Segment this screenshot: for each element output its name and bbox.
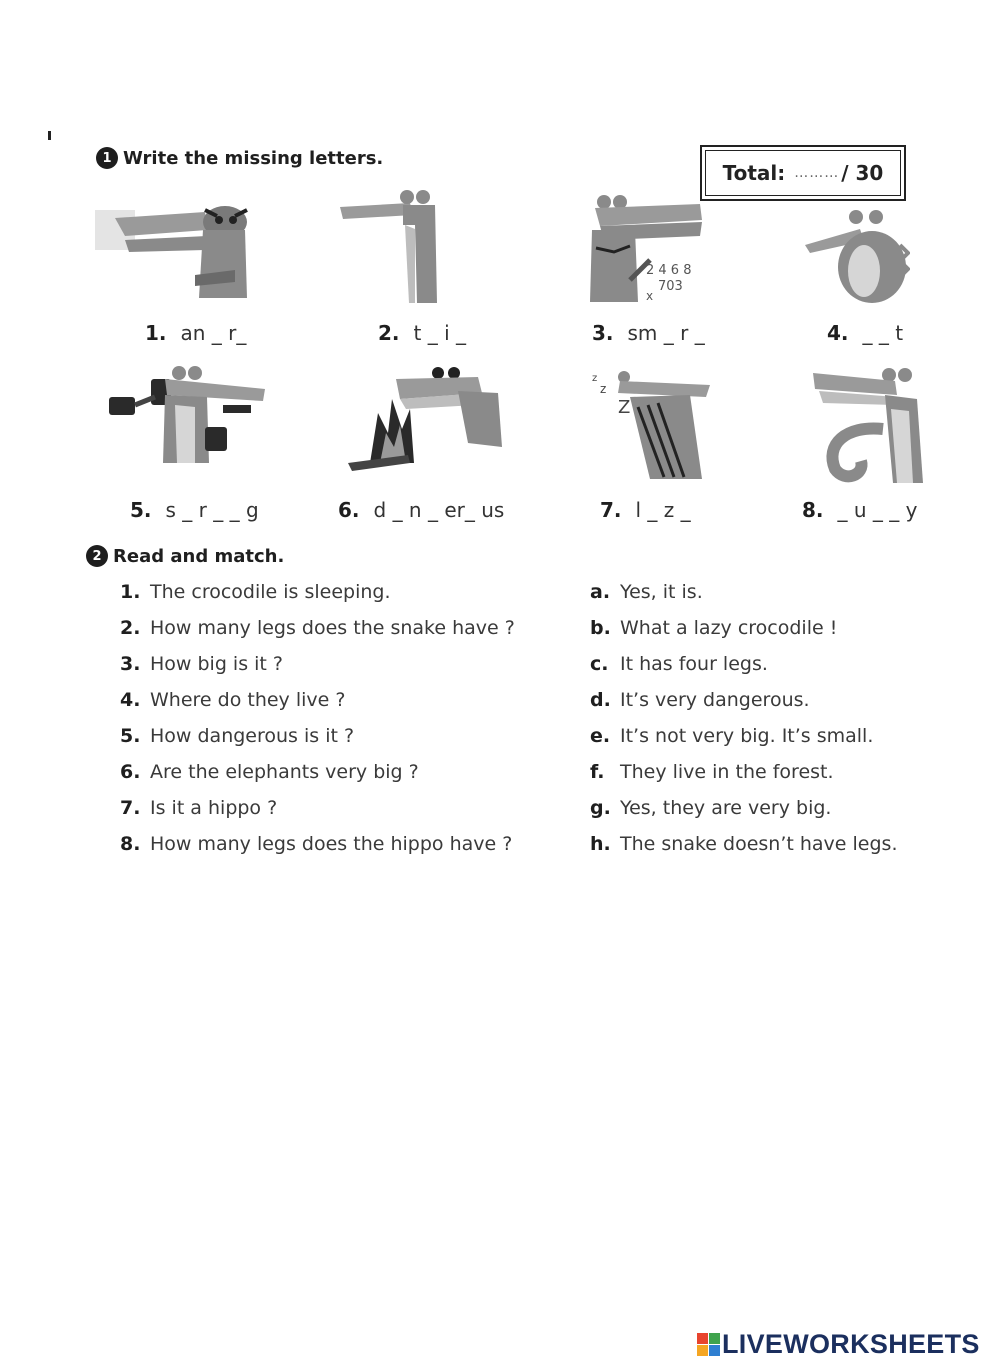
word-blank[interactable]: l _ z _	[635, 498, 691, 522]
question-item[interactable]: 3. How big is it ?	[120, 653, 283, 675]
section-1-title	[96, 147, 383, 169]
funny-crocodile-icon	[805, 365, 930, 485]
total-dots: ………	[794, 165, 840, 181]
logo-mark-orange	[697, 1345, 708, 1356]
logo-mark-blue	[709, 1345, 720, 1356]
answer-item[interactable]: c. It has four legs.	[590, 653, 768, 675]
question-item[interactable]: 8. How many legs does the hippo have ?	[120, 833, 513, 855]
question-item[interactable]: 4. Where do they live ?	[120, 689, 346, 711]
section-2-title-text: Read and match.	[113, 545, 285, 567]
question-item[interactable]: 7. Is it a hippo ?	[120, 797, 278, 819]
word-item: 5. s _ r _ _ g	[130, 498, 259, 522]
lazy-crocodile-icon	[590, 367, 720, 482]
strong-crocodile-icon	[105, 365, 270, 465]
word-item: 4. _ _ t	[827, 321, 904, 345]
logo-mark-red	[697, 1333, 708, 1344]
logo-mark-green	[709, 1333, 720, 1344]
smart-crocodile-icon	[590, 190, 720, 305]
angry-crocodile-icon	[95, 190, 255, 305]
total-score: / 30	[841, 161, 884, 185]
section-2-title	[86, 545, 284, 567]
word-blank[interactable]: _ _ t	[862, 321, 904, 345]
word-item: 1. an _ r_	[145, 321, 247, 345]
svg-text:z: z	[592, 373, 598, 384]
word-blank[interactable]: _ u _ _ y	[837, 498, 918, 522]
liveworksheets-logo[interactable]	[697, 1329, 980, 1360]
answer-item[interactable]: d. It’s very dangerous.	[590, 689, 810, 711]
question-item[interactable]: 1. The crocodile is sleeping.	[120, 581, 391, 603]
answer-item[interactable]: g. Yes, they are very big.	[590, 797, 832, 819]
word-blank[interactable]: d _ n _ er_ us	[373, 498, 505, 522]
logo-text: LIVEWORKSHEETS	[722, 1329, 980, 1359]
section-1-title-text: Write the missing letters.	[123, 147, 384, 169]
question-item[interactable]: 5. How dangerous is it ?	[120, 725, 355, 747]
svg-text:Z: Z	[618, 397, 631, 418]
answer-item[interactable]: f. They live in the forest.	[590, 761, 834, 783]
stray-mark	[48, 131, 51, 140]
word-blank[interactable]: t _ i _	[413, 321, 466, 345]
svg-text:2 4 6 8: 2 4 6 8	[646, 263, 692, 278]
word-item: 8. _ u _ _ y	[802, 498, 918, 522]
logo-mark-icon	[697, 1333, 720, 1356]
word-blank[interactable]: sm _ r _	[627, 321, 705, 345]
tall-crocodile-icon	[335, 185, 445, 305]
fat-crocodile-icon	[800, 205, 910, 305]
answer-item[interactable]: b. What a lazy crocodile !	[590, 617, 838, 639]
section-1-number: 1	[96, 147, 118, 169]
svg-text:z: z	[600, 382, 607, 396]
dangerous-crocodile-icon	[348, 363, 503, 473]
answer-item[interactable]: a. Yes, it is.	[590, 581, 703, 603]
question-item[interactable]: 2. How many legs does the snake have ?	[120, 617, 515, 639]
answer-item[interactable]: e. It’s not very big. It’s small.	[590, 725, 874, 747]
svg-text:x: x	[646, 289, 654, 303]
word-blank[interactable]: s _ r _ _ g	[165, 498, 259, 522]
total-score-box	[700, 145, 906, 201]
section-2-number: 2	[86, 545, 108, 567]
answer-item[interactable]: h. The snake doesn’t have legs.	[590, 833, 898, 855]
word-item: 6. d _ n _ er_ us	[338, 498, 505, 522]
word-blank[interactable]: an _ r_	[180, 321, 247, 345]
svg-text:703: 703	[658, 279, 683, 294]
word-item: 3. sm _ r _	[592, 321, 705, 345]
total-label: Total:	[722, 161, 786, 185]
question-item[interactable]: 6. Are the elephants very big ?	[120, 761, 419, 783]
word-item: 2. t _ i _	[378, 321, 466, 345]
word-item: 7. l _ z _	[600, 498, 691, 522]
